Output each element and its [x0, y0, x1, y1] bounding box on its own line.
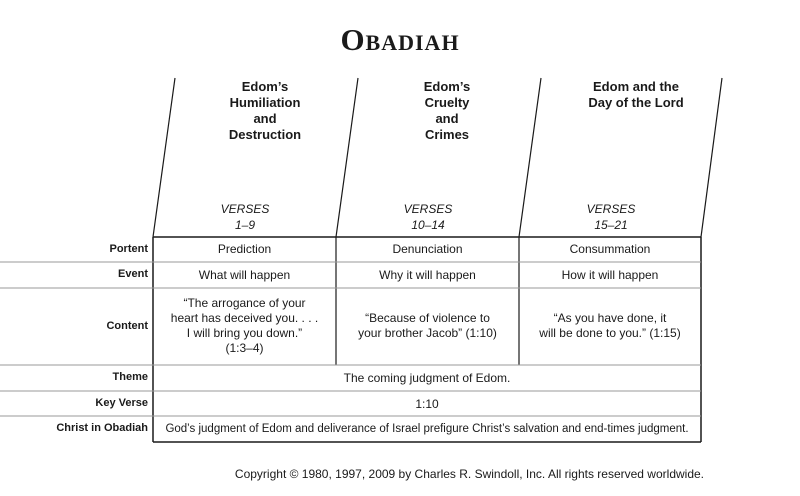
portent-cell-2: Denunciation [392, 242, 463, 256]
section-2-verses-range: 10–14 [411, 218, 445, 232]
section-3-verses-range: 15–21 [594, 218, 628, 232]
row-label-theme: Theme [112, 371, 148, 383]
section-3-verses-label: VERSES [586, 202, 636, 216]
copyright-notice: Copyright © 1980, 1997, 2009 by Charles R. Swindoll, Inc. All rights reserved worldwide. [234, 467, 704, 481]
chart-title: Obadiah [340, 22, 460, 57]
slant-divider-mid-left [336, 78, 358, 237]
row-label-event: Event [118, 268, 148, 280]
section-2-verses-label: VERSES [403, 202, 453, 216]
content-cell-1: “The arrogance of your heart has deceived you. . . . I will bring you down.” (1:3–4) [170, 296, 319, 355]
slant-divider-left [153, 78, 175, 237]
row-label-key-verse: Key Verse [95, 397, 148, 409]
portent-cell-1: Prediction [217, 242, 272, 256]
section-1-heading: Edom’s Humiliation and Destruction [228, 79, 302, 142]
row-label-content: Content [106, 320, 148, 332]
key-verse-value: 1:10 [415, 397, 439, 411]
portent-cell-3: Consummation [569, 242, 651, 256]
content-cell-2: “Because of violence to your brother Jacob” (1:10) [358, 311, 497, 340]
christ-value: God’s judgment of Edom and deliverance of Israel prefigure Christ’s salvation and end-times judgment. [165, 423, 689, 435]
row-label-portent: Portent [109, 243, 148, 255]
event-cell-1: What will happen [198, 268, 291, 282]
content-cell-3: “As you have done, it will be done to you.” (1:15) [539, 311, 681, 340]
section-3-heading: Edom and the Day of the Lord [588, 79, 684, 110]
event-cell-2: Why it will happen [379, 268, 476, 282]
slant-divider-mid-right [519, 78, 541, 237]
event-cell-3: How it will happen [561, 268, 659, 282]
section-2-heading: Edom’s Cruelty and Crimes [423, 79, 471, 142]
row-label-christ: Christ in Obadiah [56, 422, 148, 434]
section-1-verses-label: VERSES [220, 202, 270, 216]
theme-value: The coming judgment of Edom. [343, 371, 511, 385]
section-1-verses-range: 1–9 [234, 218, 256, 232]
